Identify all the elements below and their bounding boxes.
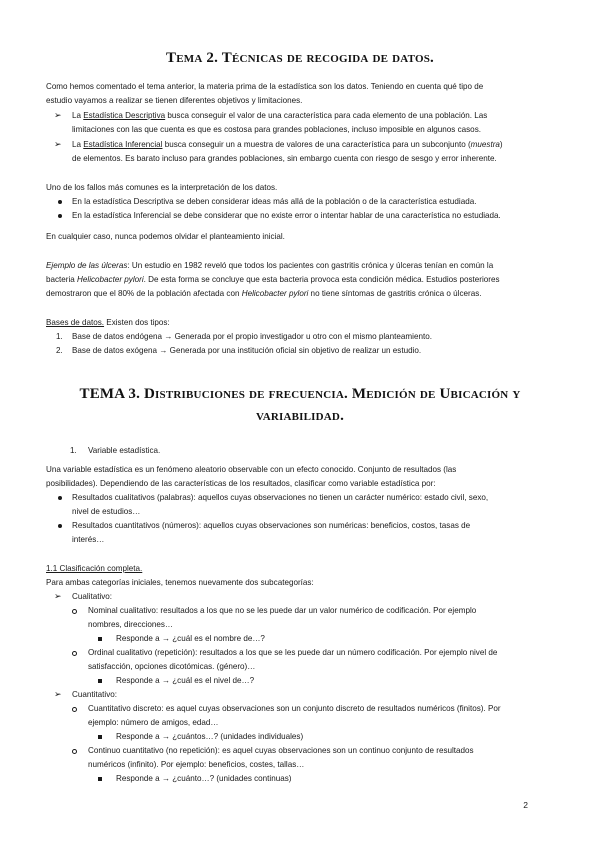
cuantitativo-discreto: Cuantitativo discreto: es aquel cuyas observaciones son un conjunto discreto de resultados numéricos (finitos). Por	[88, 704, 501, 713]
list-number: 2.	[56, 346, 63, 355]
cuantitativo-label: Cuantitativo:	[72, 690, 117, 699]
cuantitativo-discreto-line2: ejemplo: número de amigos, edad…	[88, 718, 219, 727]
circle-bullet-icon	[72, 609, 77, 614]
ejemplo-line2: bacteria Helicobacter pylori. De esta forma se concluye que esta bacteria provoca esta condición médica. Estudios posteriores	[46, 275, 500, 284]
cualitativos-bullet: Resultados cualitativos (palabras): aquellos cuyas observaciones no tienen un carácter numérico: estado civil, sexo,	[72, 493, 489, 502]
inferencial-bullet-line2: de elementos. Es barato incluso para grandes poblaciones, sin embargo cuenta con riesgo de sesgo y error inherente.	[72, 154, 497, 163]
list-number: 1.	[56, 332, 63, 341]
base-exogena-item: Base de datos exógena → Generada por una institución oficial sin objetivo de realizar un estudio.	[72, 346, 422, 355]
ordinal-cualitativo-line2: satisfacción, opciones dicotómicas. (género)…	[88, 662, 256, 671]
clasificacion-intro: Para ambas categorías iniciales, tenemos nuevamente dos subcategorías:	[46, 578, 314, 587]
bullet-dot-icon	[58, 524, 62, 528]
inferencial-bullet: La Estadística Inferencial busca conseguir un a muestra de valores de una característica para un subconjunto (muestra)	[72, 140, 503, 149]
nominal-responde: Responde a → ¿cuál es el nombre de…?	[116, 634, 265, 643]
bases-heading: Bases de datos. Existen dos tipos:	[46, 318, 170, 327]
tema2-intro-line1: Como hemos comentado el tema anterior, la materia prima de la estadística son los datos. Teniendo en cuenta qué tipo de	[46, 82, 484, 91]
square-bullet-icon	[98, 679, 102, 683]
continuo-cuantitativo: Continuo cuantitativo (no repetición): es aquel cuyas observaciones son un continuo conjunto de resultados	[88, 746, 474, 755]
clasificacion-heading: 1.1 Clasificación completa.	[46, 564, 143, 573]
square-bullet-icon	[98, 777, 102, 781]
discreto-responde: Responde a → ¿cuántos…? (unidades individuales)	[116, 732, 304, 741]
section-number: 1.	[70, 446, 77, 455]
cualitativos-bullet-line2: nivel de estudios…	[72, 507, 141, 516]
square-bullet-icon	[98, 735, 102, 739]
circle-bullet-icon	[72, 707, 77, 712]
circle-bullet-icon	[72, 651, 77, 656]
cualquier-caso-paragraph: En cualquier caso, nunca podemos olvidar el planteamiento inicial.	[46, 232, 285, 241]
descriptiva-bullet: La Estadística Descriptiva busca conseguir el valor de una característica para cada elemento de una población. Las	[72, 111, 488, 120]
arrow-bullet-icon: ➢	[54, 110, 62, 120]
ordinal-cualitativo: Ordinal cualitativo (repetición): resultados a los que se les puede dar un número codificación. Por ejemplo nivel de	[88, 648, 498, 657]
bullet-dot-icon	[58, 214, 62, 218]
cuantitativos-bullet-line2: interés…	[72, 535, 105, 544]
ejemplo-line1: Ejemplo de las úlceras: Un estudio en 1982 reveló que todos los pacientes con gastritis crónica y úlceras tenían en común la	[46, 261, 494, 270]
tema3-title-line1: TEMA 3. Distribuciones de frecuencia. Medición de Ubicación y	[79, 386, 521, 402]
bullet-dot-icon	[58, 496, 62, 500]
continuo-cuantitativo-line2: numéricos (infinito). Por ejemplo: beneficios, costes, tallas…	[88, 760, 305, 769]
ordinal-responde: Responde a → ¿cuál es el nivel de…?	[116, 676, 255, 685]
variable-paragraph-line1: Una variable estadística es un fenómeno aleatorio observable con un efecto conocido. Conjunto de resultados (las	[46, 465, 457, 474]
fallos-paragraph: Uno de los fallos más comunes es la interpretación de los datos.	[46, 183, 278, 192]
cualitativo-label: Cualitativo:	[72, 592, 113, 601]
tema3-title-line2: variabilidad.	[255, 408, 345, 424]
variable-paragraph-line2: posibilidades). Dependiendo de las características de los resultados, clasificar como variable estadística por:	[46, 479, 436, 488]
tema2-intro-line2: estudio vayamos a realizar se tienen diferentes objetivos y limitaciones.	[46, 96, 303, 105]
section-variable-estadistica: Variable estadística.	[88, 446, 161, 455]
nominal-cualitativo-line2: nombres, direcciones…	[88, 620, 174, 629]
nominal-cualitativo: Nominal cualitativo: resultados a los que no se les puede dar un valor numérico de codificación. Por ejemplo	[88, 606, 477, 615]
square-bullet-icon	[98, 637, 102, 641]
tema2-title: Tema 2. Técnicas de recogida de datos.	[166, 50, 434, 66]
page-number: 2	[523, 800, 528, 810]
arrow-bullet-icon: ➢	[54, 139, 62, 149]
base-endogena-item: Base de datos endógena → Generada por el propio investigador u otro con el mismo planteamiento.	[72, 332, 432, 341]
arrow-bullet-icon: ➢	[54, 591, 62, 601]
arrow-bullet-icon: ➢	[54, 689, 62, 699]
fallos-bullet-2: En la estadística Inferencial se debe considerar que no existe error o intentar hablar de una característica no estudiada.	[72, 211, 501, 220]
continuo-responde: Responde a → ¿cuánto…? (unidades continuas)	[116, 774, 292, 783]
fallos-bullet-1: En la estadística Descriptiva se deben considerar ideas más allá de la población o de la característica estudiada.	[72, 197, 477, 206]
descriptiva-bullet-line2: limitaciones con las que cuenta es que es costosa para grandes poblaciones, incluso imposible en algunos casos.	[72, 125, 481, 134]
ejemplo-line3: demostraron que el 80% de la población afectada con Helicobacter pylori no tiene síntomas de gastritis crónica o úlceras.	[46, 289, 482, 298]
bullet-dot-icon	[58, 200, 62, 204]
cuantitativos-bullet: Resultados cuantitativos (números): aquellos cuyas observaciones son numéricas: beneficios, costos, tasas de	[72, 521, 471, 530]
circle-bullet-icon	[72, 749, 77, 754]
